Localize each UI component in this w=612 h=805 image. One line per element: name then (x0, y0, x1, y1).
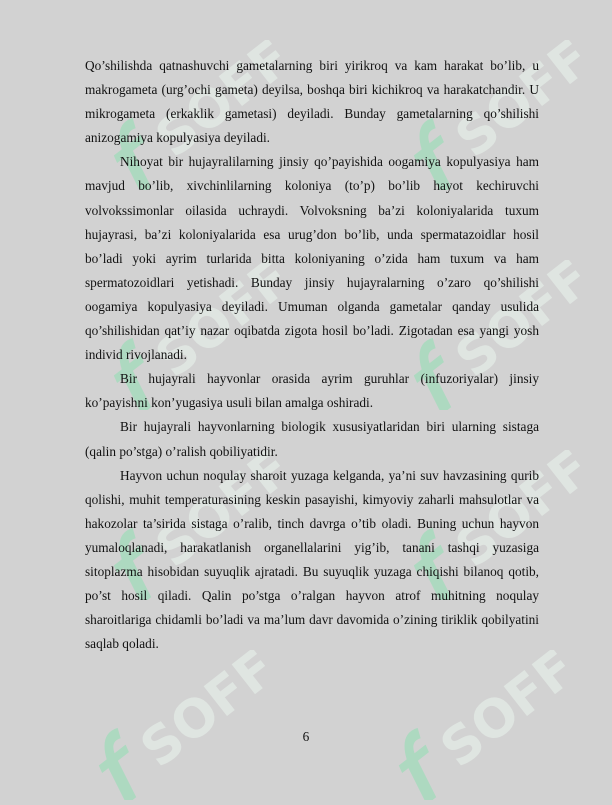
paragraph: Bir hujayrali hayvonlarning biologik xususiyatlaridan biri ularning sistaga (qalin po’stga) o’ralish qobiliyatidir. (85, 419, 539, 459)
paragraph: Bir hujayrali hayvonlar orasida ayrim guruhlar (infuzoriyalar) jinsiy ko’payishni kon’yugasiya usuli bilan amalga oshiradi. (85, 371, 539, 411)
svg-text:SOFF: SOFF (129, 650, 265, 780)
svg-text:SOFF: SOFF (444, 260, 580, 390)
page-number: 6 (302, 729, 310, 744)
paragraph: Nihoyat bir hujayralilarning jinsiy qo’payishida oogamiya kopulyasiya ham mavjud bo’lib, xivchinlilarning koloniya (to’p) bo’lib hayot kechiruvchi volvokssimonlar oilasida uchraydi. Volvoksning ba’zi koloniyalarida tuxum hujayrasi, ba’zi koloniyalarida esa urug’don bo’lib, unda spermatazoidlar hosil bo’ladi yoki ayrim turlarida bitta koloniyaning o’zida ham tuxum va ham spermatozoidlari yetishadi. Bunday jinsiy hujayralarning o’zaro qo’shilishi oogamiya kopulyasiya deyiladi. Umuman olganda gametalar qanday usulida qo’shilishidan qat’iy nazar oqibatda zigota hosil bo’ladi. Zigotadan esa yangi yosh individ rivojlanadi. (85, 154, 539, 363)
watermark-logo (385, 650, 565, 800)
paragraph: Hayvon uchun noqulay sharoit yuzaga kelganda, ya’ni suv havzasining qurib qolishi, muhit temperaturasining keskin pasayishi, kimyoviy zaharli mahsulotlar va hakozolar ta’sirida sistaga o’ralib, tinch davrga o’tib oladi. Buning uchun hayvon yumaloqlanadi, harakatlanish organellalarini yig’ib, tanani tashqi yuzasiga sitoplazma hisobidan suyuqlik ajratadi. Bu suyuqlik yuzaga chiqishi bilanoq qotib, po’st hosil qiladi. Qalin po’stga o’ralgan hayvon atrof muhitning noqulay sharoitlariga chidamli bo’ladi va ma’lum davr davomida o’zining tiriklik qobilyatini saqlab qoladi. (85, 467, 539, 652)
watermark-logo-icon (385, 650, 565, 800)
paragraph: Qo’shilishda qatnashuvchi gametalarning biri yirikroq va kam harakat bo’lib, u makrogameta (urg’ochi gameta) deyilsa, boshqa biri kichikroq va harakatchandir. U mikrogameta (erkaklik gametasi) deyiladi. Bunday gametalarning qo’shilishi anizogamiya kopulyasiya deyiladi. (85, 58, 539, 146)
watermark-logo (85, 650, 265, 800)
watermark-logo-icon (85, 650, 265, 800)
svg-text:SOFF: SOFF (444, 450, 580, 580)
svg-text:SOFF: SOFF (144, 40, 280, 170)
svg-text:SOFF: SOFF (429, 650, 565, 780)
svg-text:SOFF: SOFF (444, 40, 580, 170)
body-text (85, 54, 539, 656)
svg-text:SOFF: SOFF (144, 450, 280, 580)
svg-text:SOFF: SOFF (144, 260, 280, 390)
